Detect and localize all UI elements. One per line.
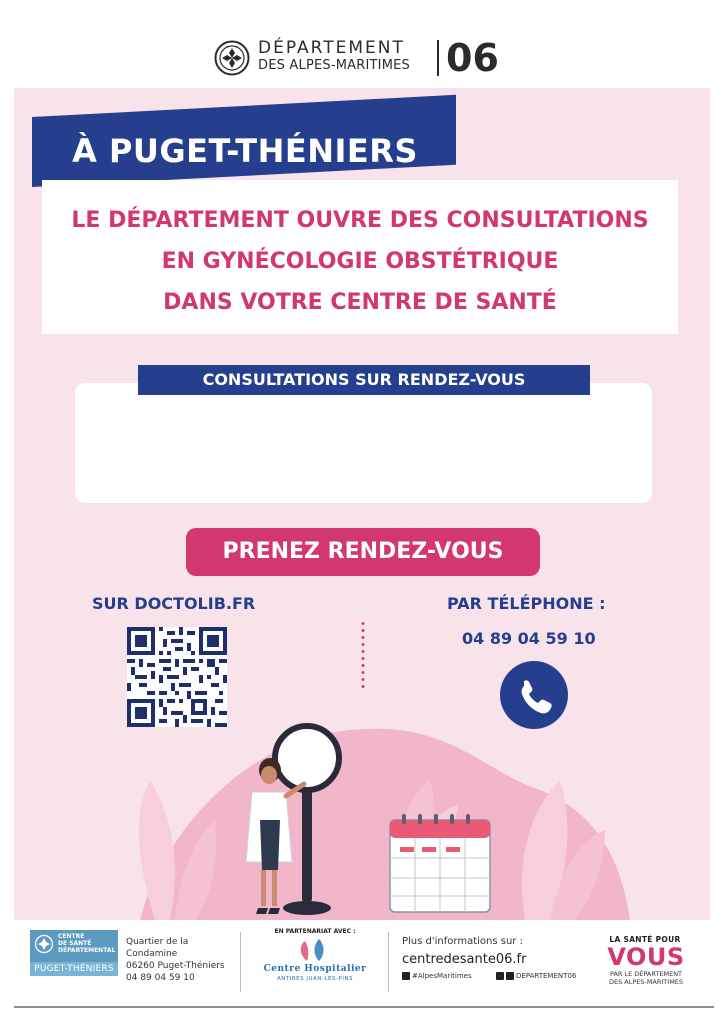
partner-name: Centre Hospitalier [263, 964, 367, 974]
header-divider [437, 40, 439, 76]
appointment-label: CONSULTATIONS SUR RENDEZ-VOUS [138, 365, 590, 395]
doctor-calendar-illustration [120, 700, 640, 920]
address-line: 04 89 04 59 10 [126, 973, 195, 983]
column-divider-dots [361, 620, 365, 690]
centre-logo-text [58, 933, 115, 954]
partner-label: EN PARTENARIAT AVEC : [274, 928, 356, 935]
scan-edge-line [14, 1006, 714, 1008]
centre-logo-line: DÉPARTEMENTAL [58, 947, 116, 954]
instagram-icon [496, 972, 504, 980]
social-meta-handle: DEPARTEMENT06 [516, 972, 577, 980]
centre-sante-logo [30, 930, 118, 976]
centre-address [126, 936, 238, 984]
x-icon [402, 972, 410, 980]
website-link[interactable]: centredesante06.fr [402, 952, 527, 967]
hospital-logo-icon [295, 937, 331, 963]
book-appointment-button: PRENEZ RENDEZ-VOUS [186, 528, 540, 576]
centre-logo-town: PUGET-THÉNIERS [30, 962, 118, 976]
department-emblem-icon [214, 40, 250, 76]
department-header [0, 36, 724, 86]
slogan-bottom-line: PAR LE DÉPARTEMENT [609, 970, 683, 978]
doctolib-label: SUR DOCTOLIB.FR [92, 594, 256, 613]
department-number: 06 [446, 36, 499, 80]
phone-label: PAR TÉLÉPHONE : [447, 594, 606, 613]
headline-line: LE DÉPARTEMENT OUVRE DES CONSULTATIONS [71, 208, 649, 233]
footer-divider [388, 932, 389, 992]
slogan-bottom-line: DES ALPES-MARITIMES [608, 978, 684, 986]
social-meta[interactable] [496, 972, 576, 980]
centre-emblem-icon [34, 934, 54, 954]
appointment-info-box [75, 383, 652, 503]
headline [42, 200, 678, 323]
footer [0, 920, 724, 1010]
social-x[interactable] [402, 972, 472, 980]
slogan-top: LA SANTÉ POUR [609, 935, 681, 944]
department-name [258, 39, 434, 74]
calendar-icon [390, 814, 490, 912]
phone-number: 04 89 04 59 10 [462, 629, 596, 648]
address-line: Quartier de la Condamine [126, 937, 189, 959]
town-title: À PUGET-THÉNIERS [72, 132, 418, 170]
department-name-line1: DÉPARTEMENT [258, 38, 405, 58]
social-x-handle: #AlpesMaritimes [412, 972, 472, 980]
slogan-bottom [598, 970, 694, 986]
centre-logo-line: CENTRE [58, 933, 85, 940]
partner-location: ANTIBES JUAN-LES-PINS [277, 976, 353, 982]
centre-logo-line: DE SANTÉ [58, 940, 92, 947]
department-name-line2: DES ALPES-MARITIMES [258, 58, 410, 73]
address-line: 06260 Puget-Théniers [126, 961, 225, 971]
slogan-vous: VOUS [607, 943, 685, 971]
more-info-label: Plus d'informations sur : [402, 936, 523, 947]
footer-divider [240, 932, 241, 992]
headline-line: EN GYNÉCOLOGIE OBSTÉTRIQUE [161, 249, 559, 274]
headline-line: DANS VOTRE CENTRE DE SANTÉ [163, 290, 557, 315]
facebook-icon [506, 972, 514, 980]
